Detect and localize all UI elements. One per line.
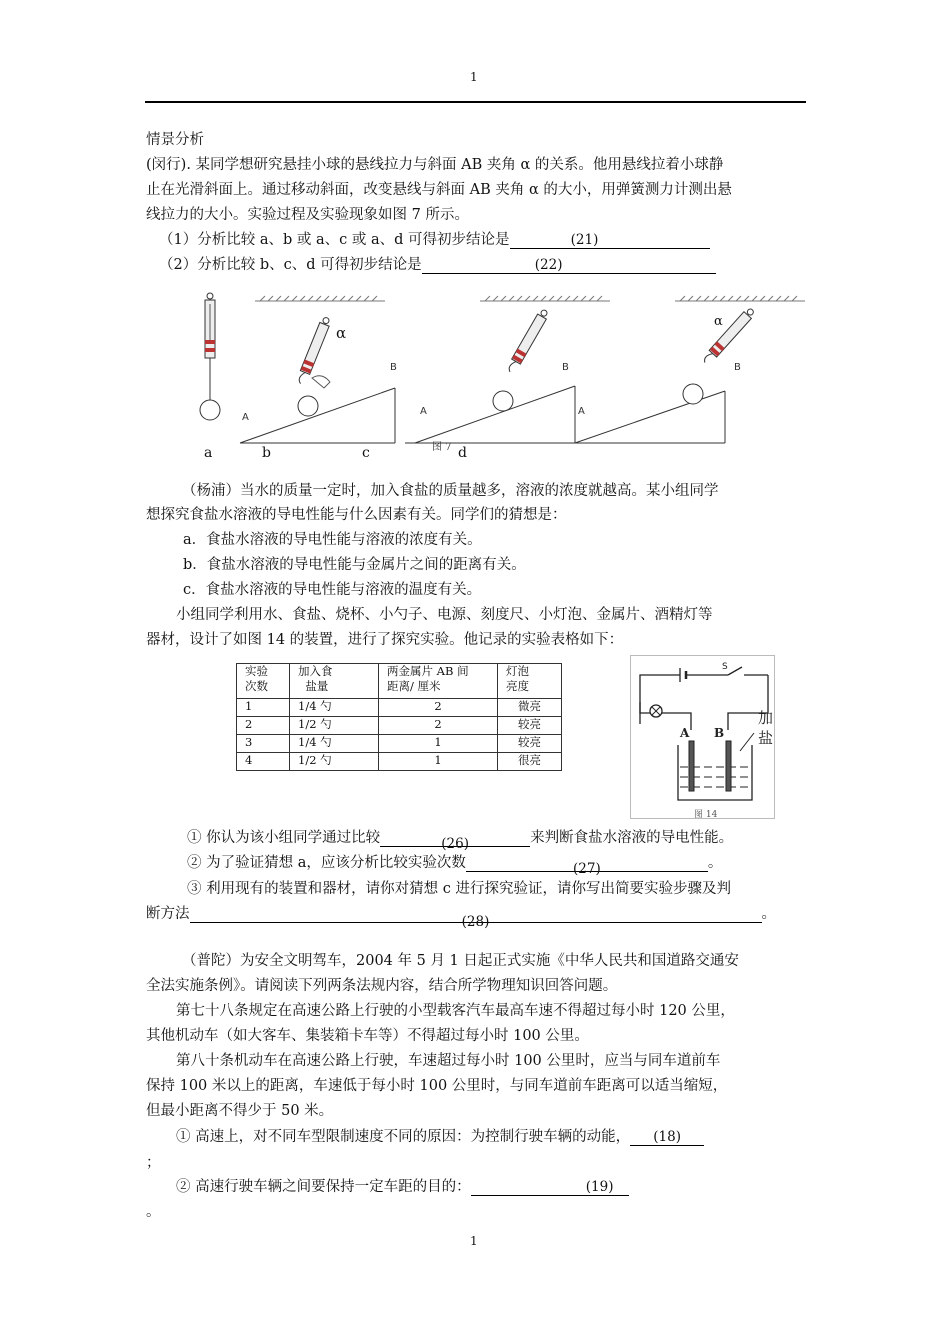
table-cell: 较亮: [498, 735, 562, 753]
answer-blank-18[interactable]: (18): [630, 1129, 704, 1146]
table-cell: 2: [379, 717, 498, 735]
svg-text:盐: 盐: [758, 729, 774, 747]
table-cell: 较亮: [498, 717, 562, 735]
svg-text:a: a: [204, 445, 213, 461]
q1-line1: (闵行). 某同学想研究悬挂小球的悬线拉力与斜面 AB 夹角 α 的关系。他用悬线拉着小球静: [146, 157, 724, 173]
q3-question-ii: ② 高速行驶车辆之间要保持一定车距的目的： (19): [176, 1175, 629, 1196]
answer-blank-19[interactable]: (19): [471, 1179, 629, 1196]
table-header-cell: 两金属片 AB 间 距离/ 厘米: [379, 664, 498, 699]
q1-line3: 线拉力的大小。实验过程及实验现象如图 7 所示。: [146, 207, 469, 223]
q3-law80-line1: 第八十条机动车在高速公路上行驶，车速超过每小时 100 公里时，应当与同车道前车: [176, 1053, 721, 1069]
q3-law80-line3: 但最小距离不得少于 50 米。: [146, 1103, 334, 1119]
q3-intro1: （普陀）为安全文明驾车，2004 年 5 月 1 日起正式实施《中华人民共和国道路交通安: [182, 953, 739, 969]
table-cell: 1/2 勺: [290, 753, 379, 771]
q1-line2: 止在光滑斜面上。通过移动斜面，改变悬线与斜面 AB 夹角 α 的大小，用弹簧测力计测出悬: [146, 182, 732, 198]
q3-law80-line2: 保持 100 米以上的距离，车速低于每小时 100 公里时，与同车道前车距离可以适当缩短，: [146, 1078, 728, 1094]
svg-text:B: B: [562, 362, 569, 373]
table-cell: 很亮: [498, 753, 562, 771]
section-title: 情景分析: [146, 132, 204, 148]
answer-blank-22[interactable]: (22): [422, 257, 716, 274]
table-cell: 1: [379, 753, 498, 771]
answer-blank-26[interactable]: (26): [380, 830, 530, 847]
q3-question-ii-end: 。: [146, 1204, 161, 1220]
table-cell: 1: [379, 735, 498, 753]
answer-blank-21[interactable]: (21): [510, 232, 710, 249]
svg-text:B: B: [714, 726, 725, 740]
table-cell: 4: [237, 753, 290, 771]
table-cell: 1/4 勺: [290, 735, 379, 753]
svg-text:B: B: [390, 362, 397, 373]
svg-text:B: B: [734, 362, 741, 373]
table-header-cell: 加入食 盐量: [290, 664, 379, 699]
q2-guess-c: c．食盐水溶液的导电性能与溶液的温度有关。: [183, 582, 482, 598]
q1-sub1: （1）分析比较 a、b 或 a、c 或 a、d 可得初步结论是 (21): [159, 228, 710, 249]
spring-scale-a: [200, 293, 220, 420]
q1-sub2: （2）分析比较 b、c、d 可得初步结论是 (22): [159, 253, 716, 274]
svg-text:图 7: 图 7: [432, 442, 452, 453]
svg-text:加: 加: [758, 709, 774, 727]
svg-text:d: d: [458, 445, 467, 461]
table-row: [237, 735, 562, 753]
table-cell: 1/2 勺: [290, 717, 379, 735]
q2-question-iii-line2: 断方法 (28) 。: [146, 906, 776, 930]
table-cell: 1/4 勺: [290, 699, 379, 717]
table-row: [237, 699, 562, 717]
header-rule: [145, 101, 806, 103]
table-cell: 1: [237, 699, 290, 717]
q2-intro2: 想探究食盐水溶液的导电性能与什么因素有关。同学们的猜想是：: [146, 507, 567, 523]
q2-question-ii: ② 为了验证猜想 a，应该分析比较实验次数 (27) 。: [187, 855, 723, 877]
q3-law78-line2: 其他机动车（如大客车、集装箱卡车等）不得超过每小时 100 公里。: [146, 1028, 589, 1044]
q3-law78-line1: 第七十八条规定在高速公路上行驶的小型载客汽车最高车速不得超过每小时 120 公里，: [176, 1003, 735, 1019]
svg-text:A: A: [420, 406, 427, 417]
q2-intro1: （杨浦）当水的质量一定时，加入食盐的质量越多，溶液的浓度就越高。某小组同学: [182, 483, 719, 499]
q2-guess-b: b．食盐水溶液的导电性能与金属片之间的距离有关。: [183, 557, 526, 573]
table-header: [237, 664, 562, 699]
header-page-number: 1: [470, 70, 478, 84]
q2-guess-a: a．食盐水溶液的导电性能与溶液的浓度有关。: [183, 532, 482, 548]
q2-para1: 小组同学利用水、食盐、烧杯、小勺子、电源、刻度尺、小灯泡、金属片、酒精灯等: [176, 607, 713, 623]
experiment-table: [236, 663, 562, 771]
q3-question-i-end: ；: [146, 1155, 161, 1171]
answer-blank-27[interactable]: (27): [466, 855, 708, 872]
svg-text:α: α: [336, 324, 347, 342]
table-cell: 2: [237, 717, 290, 735]
q2-question-i: ① 你认为该小组同学通过比较 (26) 来判断食盐水溶液的导电性能。: [187, 830, 734, 852]
svg-text:图 14: 图 14: [694, 810, 718, 820]
answer-blank-28[interactable]: (28): [190, 906, 762, 923]
figure-7: [190, 288, 820, 463]
figure-14-circuit: [630, 655, 776, 820]
svg-text:S: S: [722, 662, 728, 672]
table-cell: 微亮: [498, 699, 562, 717]
table-row: [237, 753, 562, 771]
svg-text:A: A: [578, 406, 585, 417]
table-cell: 3: [237, 735, 290, 753]
svg-text:A: A: [680, 726, 690, 740]
lamp-icon: [650, 705, 662, 717]
q3-intro2: 全法实施条例》。请阅读下列两条法规内容，结合所学物理知识回答问题。: [146, 978, 618, 994]
svg-text:α: α: [714, 314, 723, 329]
svg-text:c: c: [362, 445, 370, 461]
table-cell: 2: [379, 699, 498, 717]
table-header-cell: 实验 次数: [237, 664, 290, 699]
table-row: [237, 717, 562, 735]
q3-question-i: ① 高速上，对不同车型限制速度不同的原因：为控制行驶车辆的动能， (18): [176, 1125, 704, 1146]
q2-para2: 器材，设计了如图 14 的装置，进行了探究实验。他记录的实验表格如下：: [146, 632, 624, 648]
q2-question-iii-line1: ③ 利用现有的装置和器材，请你对猜想 c 进行探究验证，请你写出简要实验步骤及判: [187, 881, 731, 897]
svg-text:b: b: [262, 445, 271, 461]
footer-page-number: 1: [470, 1234, 478, 1248]
svg-text:A: A: [242, 412, 249, 423]
table-header-cell: 灯泡 亮度: [498, 664, 562, 699]
